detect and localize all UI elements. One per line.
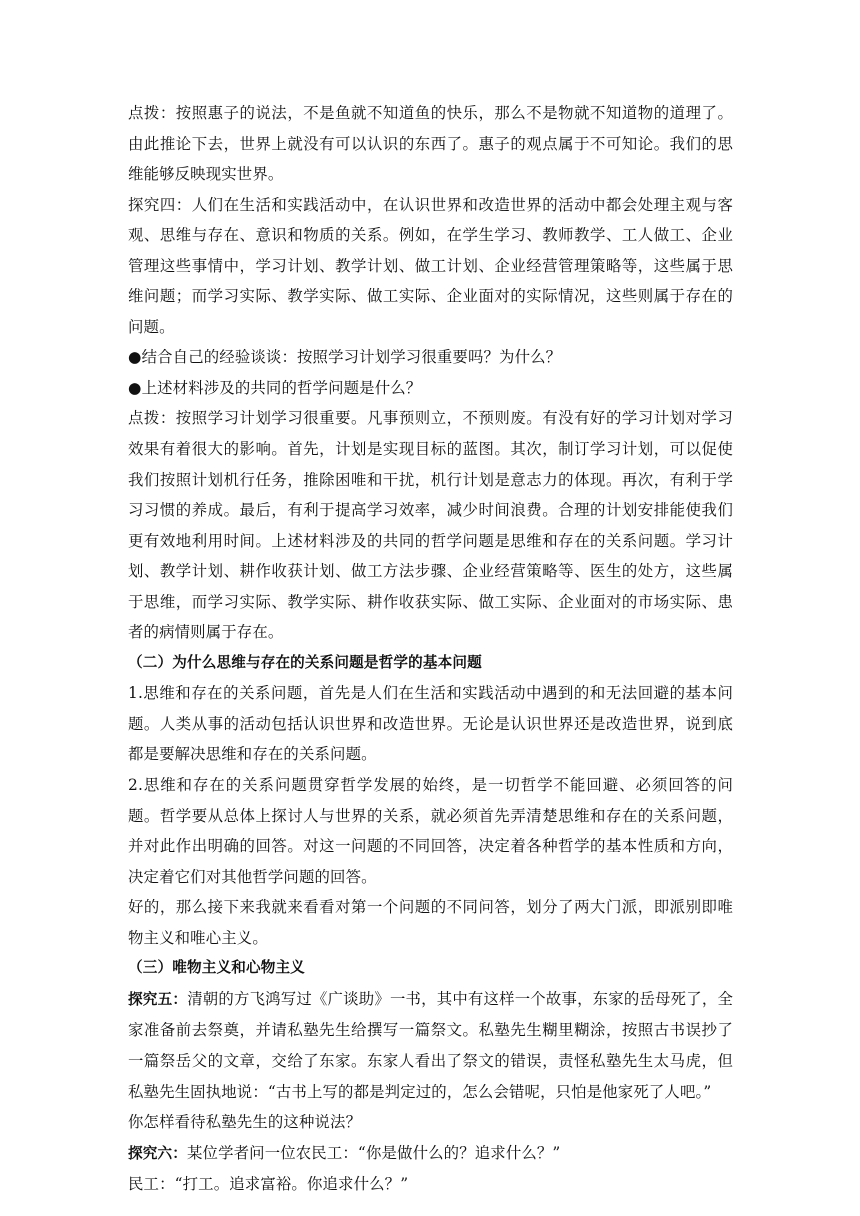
bullet-icon: ● [128, 348, 142, 367]
bullet-icon: ● [128, 378, 142, 397]
paragraph-worker-reply: 民工：“打工。追求富裕。你追求什么？” [128, 1175, 409, 1194]
paragraph-explore-six [128, 1138, 733, 1170]
explore-five-text: 清朝的方飞鸿写过《广谈助》一书，其中有这样一个故事，东家的岳母死了，全家准备前去祭奠，并请私塾先生给撰写一篇祭文。私塾先生糊里糊涂，按照古书误抄了一篇祭岳父的文章，交给了东家。东家人看出了祭文的错误，责怪私塾先生太马虎，但私塾先生固执地说：“古书上写的都是判定过的，怎么会错呢，只怕是他家死了人吧。” [128, 989, 733, 1101]
explore-six-label: 探究六： [128, 1144, 187, 1162]
bullet-item-study-plan [128, 342, 733, 373]
bullet-text: 结合自己的经验谈谈：按照学习计划学习很重要吗？为什么？ [141, 348, 562, 367]
paragraph-question: 你怎样看待私塾先生的这种说法？ [128, 1113, 362, 1132]
document-page [128, 98, 733, 1200]
paragraph-hint-study-plan: 点拨：按照学习计划学习很重要。凡事预则立，不预则废。有没有好的学习计划对学习效果有着很大的影响。首先，计划是实现目标的蓝图。其次，制订学习计划，可以促使我们按照计划机行任务，推除困唯和干扰，机行计划是意志力的体现。再次，有利于学习习惯的养成。最后，有利于提高学习效率，减少时间浪费。合理的计划安排能使我们更有效地利用时间。上述材料涉及的共同的哲学问题是思维和存在的关系问题。学习计划、教学计划、耕作收获计划、做工方法步骤、企业经营策略等、医生的处方，这些属于思维，而学习实际、教学实际、耕作收获实际、做工实际、企业面对的市场实际、患者的病情则属于存在。 [128, 409, 733, 642]
paragraph-explore-five [128, 984, 733, 1107]
explore-six-text: 某位学者问一位农民工：“你是做什么的？追求什么？” [186, 1143, 561, 1162]
section-heading-two: （二）为什么思维与存在的关系问题是哲学的基本问题 [128, 653, 482, 671]
paragraph-transition: 好的，那么接下来我就来看看对第一个问题的不同问答，划分了两大门派，即派别即唯物主义和唯心主义。 [128, 898, 733, 947]
section-heading-three: （三）唯物主义和心物主义 [128, 959, 305, 977]
paragraph-hint-huizi: 点拨：按照惠子的说法，不是鱼就不知道鱼的快乐，那么不是物就不知道物的道理了。由此推论下去，世界上就没有可以认识的东西了。惠子的观点属于不可知论。我们的思维能够反映现实世界。 [128, 104, 733, 184]
bullet-text: 上述材料涉及的共同的哲学问题是什么？ [141, 378, 422, 397]
paragraph-explore-four: 探究四：人们在生活和实践活动中，在认识世界和改造世界的活动中都会处理主观与客观、思维与存在、意识和物质的关系。例如，在学生学习、教师教学、工人做工、企业管理这些事情中，学习计划、教学计划、做工计划、企业经营管理策略等，这些属于思维问题；而学习实际、教学实际、做工实际、企业面对的实际情况，这些则属于存在的问题。 [128, 195, 733, 336]
paragraph-point-two: 2.思维和存在的关系问题贯穿哲学发展的始终，是一切哲学不能回避、必须回答的问题。哲学要从总体上探讨人与世界的关系，就必须首先弄清楚思维和存在的关系问题，并对此作出明确的回答。对这一问题的不同回答，决定着各种哲学的基本性质和方向，决定着它们对其他哲学问题的回答。 [128, 776, 733, 886]
explore-five-label: 探究五： [128, 990, 188, 1008]
paragraph-point-one: 1.思维和存在的关系问题，首先是人们在生活和实践活动中遇到的和无法回避的基本问题。人类从事的活动包括认识世界和改造世界。无论是认识世界还是改造世界，说到底都是要解决思维和存在的关系问题。 [128, 684, 733, 764]
bullet-item-common-question [128, 373, 733, 404]
